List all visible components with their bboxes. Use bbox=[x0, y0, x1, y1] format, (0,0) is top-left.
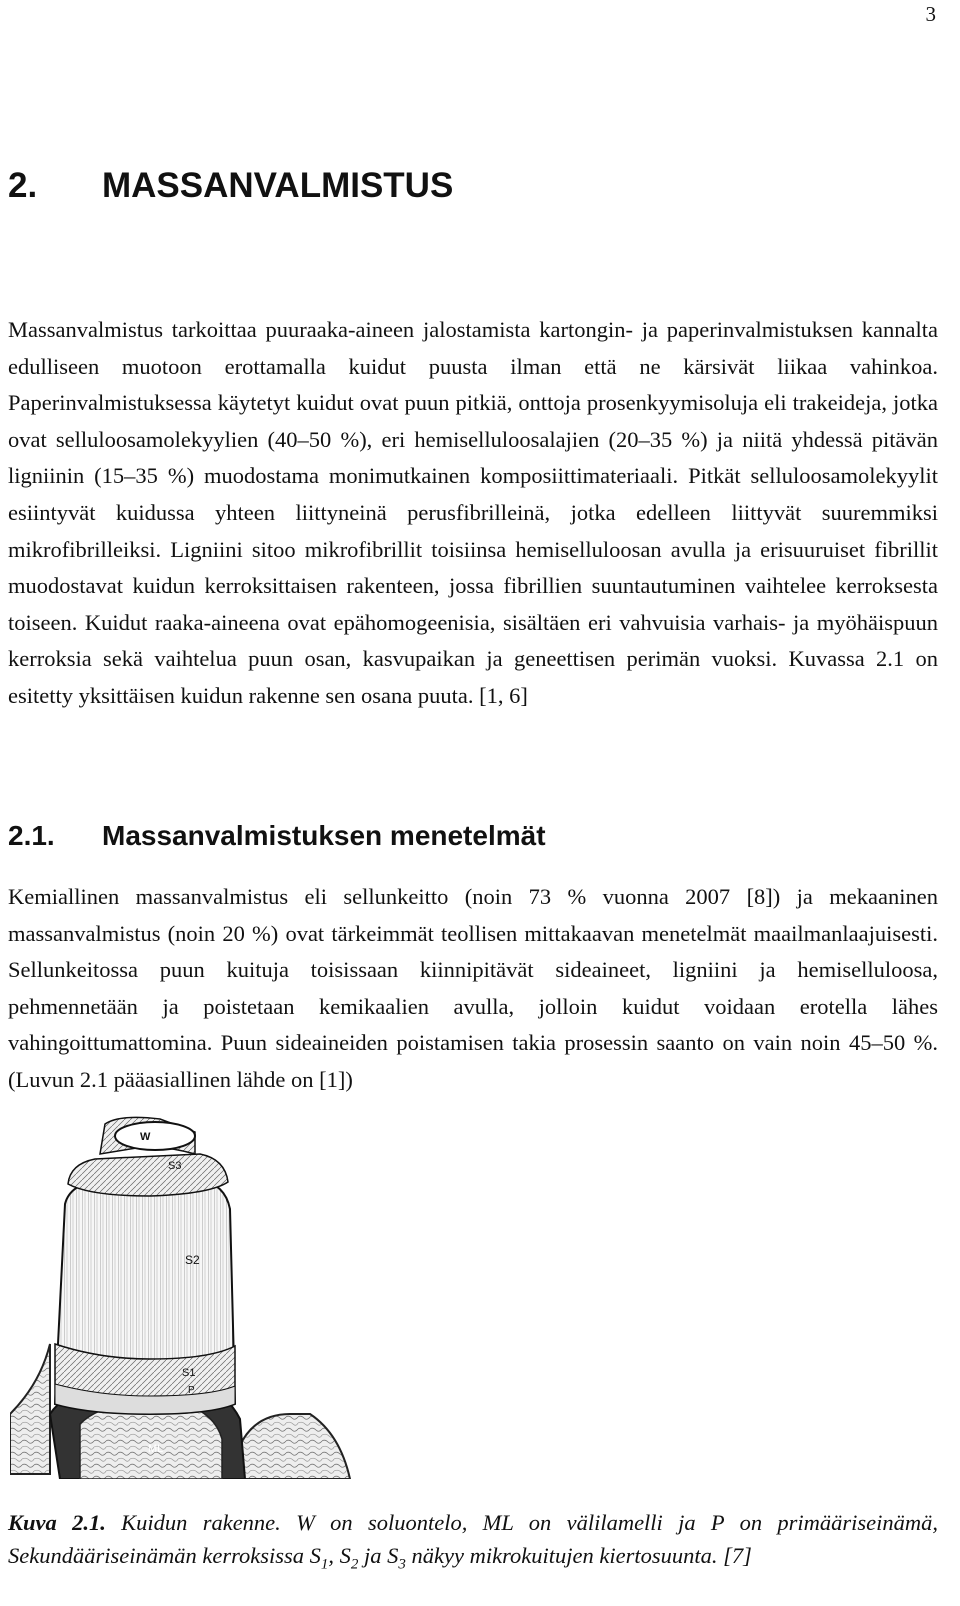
middle-lamella-shape bbox=[10, 1344, 50, 1474]
caption-label: Kuva 2.1. bbox=[8, 1510, 106, 1535]
caption-text: , S bbox=[328, 1543, 351, 1568]
label-s1: S1 bbox=[182, 1367, 196, 1379]
lumen-shape bbox=[115, 1122, 195, 1150]
caption-sub: 3 bbox=[398, 1556, 406, 1573]
section-title: Massanvalmistuksen menetelmät bbox=[102, 820, 546, 851]
caption-sub: 1 bbox=[320, 1556, 329, 1573]
caption-sub: 2 bbox=[350, 1556, 359, 1573]
caption-text: näkyy mikrokuitujen kiertosuunta. [7] bbox=[405, 1543, 752, 1568]
intro-paragraph: Massanvalmistus tarkoittaa puuraaka-aineen jalostamista kartongin- ja paperinvalmistuksen kannalta edulliseen muotoon erottamalla kuidut puusta ilman että ne kärsivät liikaa vahinkoa. Paperinvalmistuksessa käytetyt kuidut ovat puun pitkiä, onttoja prosenkyymisoluja eli trakeideja, jotka ovat selluloosamolekyylien (40–50 %), eri hemiselluloosalajien (20–35 %) ja niitä yhdessä pitävän ligniinin (15–35 %) muodostama monimutkainen komposiittimateriaali. Pitkät selluloosamolekyylit esiintyvät kuidussa yhteen liittyneinä perusfibrilleinä, jotka edelleen liittyvät suuremmiksi mikrofibrilleiksi. Ligniini sitoo mikrofibrillit toisiinsa hemiselluloosan avulla ja erisuuruiset fibrillit muodostavat kuidun kerroksittaisen rakenteen, jossa fibrillien suuntautuminen vaihtelee kerroksesta toiseen. Kuidut raaka-aineena ovat epähomogeenisia, sisältäen eri vahvuisia varhais- ja myöhäispuun kerroksia sekä vaihtelua puun osan, kasvupaikan ja geneettisen perimän vuoksi. Kuvassa 2.1 on esitetty yksittäisen kuidun rakenne sen osana puuta. [1, 6] bbox=[8, 317, 938, 708]
label-p: P bbox=[188, 1385, 195, 1396]
chapter-number: 2. bbox=[8, 166, 38, 205]
chapter-heading bbox=[8, 166, 453, 206]
section-heading bbox=[8, 820, 546, 852]
section-number: 2.1. bbox=[8, 820, 55, 851]
fiber-structure-figure bbox=[10, 1114, 430, 1479]
label-s3: S3 bbox=[168, 1160, 182, 1172]
label-w: W bbox=[140, 1131, 151, 1143]
s3-layer-shape bbox=[68, 1154, 228, 1196]
label-ml: ML bbox=[148, 1443, 164, 1455]
label-s2: S2 bbox=[185, 1253, 200, 1267]
caption-text: Kuidun rakenne. W on soluontelo, ML on välilamelli ja P on primääriseinämä, Sekundääriseinämän kerroksissa S bbox=[8, 1510, 939, 1568]
chapter-title: MASSANVALMISTUS bbox=[102, 166, 454, 205]
caption-text: ja S bbox=[358, 1543, 399, 1568]
page-number: 3 bbox=[925, 2, 936, 26]
figure-caption bbox=[8, 1506, 938, 1572]
methods-paragraph: Kemiallinen massanvalmistus eli sellunkeitto (noin 73 % vuonna 2007 [8]) ja mekaaninen massanvalmistus (noin 20 %) ovat tärkeimmät teollisen mittakaavan menetelmät maailmanlaajuisesti. Sellunkeitossa puun kuituja toisissaan kiinnipitävät sideaineet, ligniini ja hemiselluloosa, pehmennetään ja poistetaan kemikaalien avulla, jolloin kuidut voidaan erotella lähes vahingoittumattomina. Puun sideaineiden poistamisen takia prosessin saanto on vain noin 45–50 %. (Luvun 2.1 pääasiallinen lähde on [1]) bbox=[8, 884, 938, 1092]
